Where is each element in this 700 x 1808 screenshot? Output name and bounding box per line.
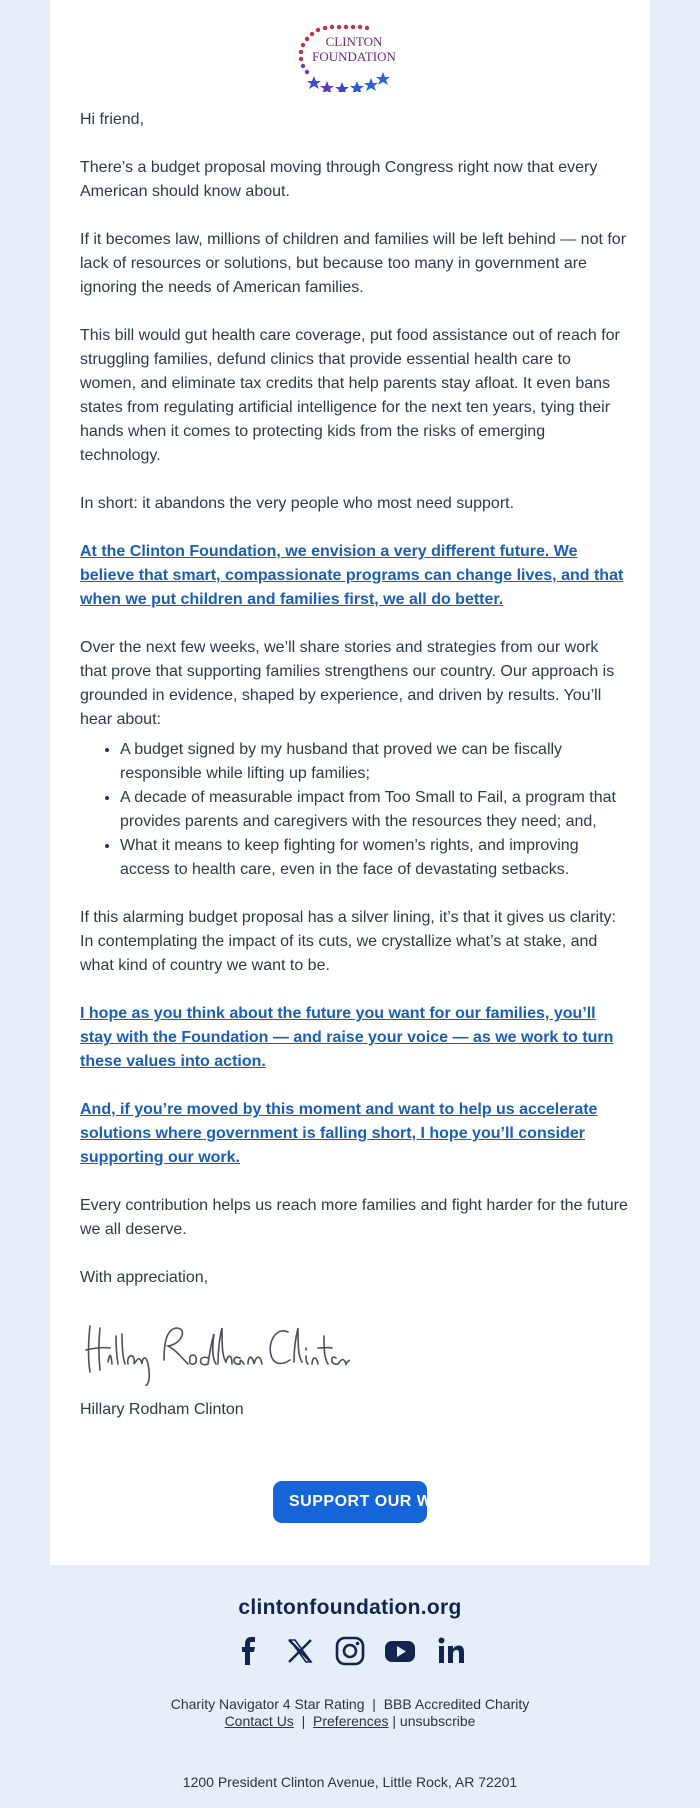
vision-link-paragraph [80,540,628,612]
list-item: • A decade of measurable impact from Too Small to Fail, a program that provides parents and caregivers with the resources they need; and, [120,786,628,834]
cta-wrapper [50,1481,650,1523]
charity-navigator-rating: Charity Navigator 4 Star Rating [170,1696,365,1712]
signature-image [80,1314,628,1386]
raise-voice-link-paragraph [80,1002,628,1074]
ratings-line: Charity Navigator 4 Star Rating | BBB Accredited Charity [170,1696,530,1712]
social-links [0,1634,700,1670]
svg-text:CLINTON: CLINTON [325,34,383,49]
unsubscribe-link[interactable]: unsubscribe [399,1713,476,1729]
paragraph-6: If this alarming budget proposal has a silver lining, it’s that it gives us clarity: In contemplating the impact of its cuts, we crystallize what’s at stake, and what kind of country we want to be. [80,909,616,974]
svg-text:FOUNDATION: FOUNDATION [312,49,396,64]
list-item: • What it means to keep fighting for women’s rights, and improving access to health care, even in the face of devastating setbacks. [120,834,628,882]
bbb-accredited: BBB Accredited Charity [383,1696,530,1712]
closing: With appreciation, [80,1269,209,1286]
mailing-address: 1200 President Clinton Avenue, Little Rock, AR 72201 [182,1774,518,1790]
instagram-icon[interactable] [333,1634,367,1668]
paragraph-1: There’s a budget proposal moving through Congress right now that every American should know about. [80,159,598,200]
raise-voice-link[interactable]: I hope as you think about the future you want for our families, you’ll stay with the Foundation — and raise your voice — as we work to turn these values into action. [80,1005,614,1070]
contact-us-link[interactable]: Contact Us [224,1713,294,1729]
greeting: Hi friend, [80,111,145,128]
footer [0,1596,700,1790]
topics-list [80,738,628,882]
footer-meta [0,1696,700,1730]
vision-link[interactable]: At the Clinton Foundation, we envision a very different future. We believe that smart, compassionate programs can change lives, and that when we put children and families first, we all do better. [80,543,624,608]
list-item: • A budget signed by my husband that proved we can be fiscally responsible while lifting up families; [120,738,628,786]
support-our-work-button[interactable] [273,1481,470,1523]
email-card [50,0,650,1565]
support-our-work-link[interactable]: And, if you’re moved by this moment and want to help us accelerate solutions where government is falling short, I hope you’ll consider supporting our work. [80,1101,598,1166]
clinton-foundation-logo[interactable] [50,24,650,92]
logo-graphic [290,24,410,92]
support-our-work-button-label: SUPPORT OUR WORK [289,1493,470,1510]
links-line: Contact Us | Preferences | unsubscribe [224,1713,476,1729]
support-link-paragraph [80,1098,628,1170]
x-icon[interactable] [283,1634,317,1668]
paragraph-2: If it becomes law, millions of children and families will be left behind — not for lack of resources or solutions, but because too many in government are ignoring the needs of American families. [80,231,627,296]
site-url[interactable]: clintonfoundation.org [238,1596,462,1619]
signer-name: Hillary Rodham Clinton [80,1401,244,1418]
paragraph-3: This bill would gut health care coverage, put food assistance out of reach for struggling families, defund clinics that provide essential health care to women, and eliminate tax credits that help parents stay afloat. It even bans states from regulating artificial intelligence for the next ten years, tying their hands when it comes to protecting kids from the risks of emerging technology. [80,327,620,464]
letter-body [80,108,628,1446]
linkedin-icon[interactable] [434,1634,468,1668]
youtube-icon[interactable] [383,1634,417,1668]
paragraph-5: Over the next few weeks, we’ll share stories and strategies from our work that prove that supporting families strengthens our country. Our approach is grounded in evidence, shaped by experience, and driven by results. You’ll hear about: [80,639,615,728]
paragraph-4: In short: it abandons the very people who most need support. [80,495,515,512]
preferences-link[interactable]: Preferences [313,1713,389,1729]
paragraph-7: Every contribution helps us reach more families and fight harder for the future we all deserve. [80,1197,628,1238]
facebook-icon[interactable] [232,1634,266,1668]
